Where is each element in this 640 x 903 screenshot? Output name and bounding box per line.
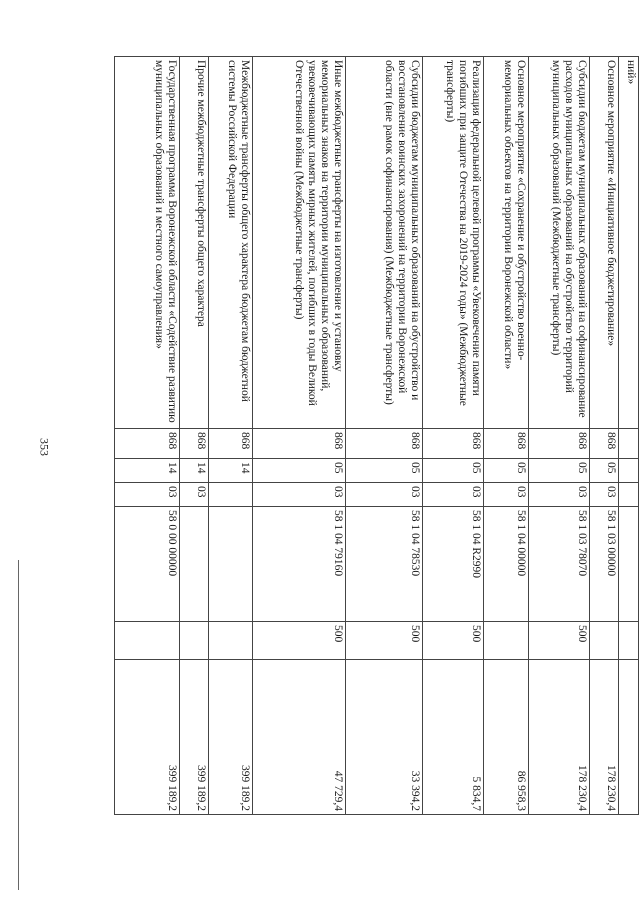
row-target-article bbox=[618, 507, 638, 622]
row-ministry-code: 868 bbox=[253, 429, 345, 459]
row-ministry-code: 868 bbox=[590, 429, 618, 459]
row-expense-type: 500 bbox=[253, 622, 345, 660]
row-expense-type bbox=[208, 622, 253, 660]
row-name: Реализация федеральной целевой программы «Увековечение памяти погибших при защите Отечества на 2019-2024 годы» (Межбюджетные трансферты) bbox=[422, 57, 483, 429]
row-target-article bbox=[180, 507, 208, 622]
row-amount bbox=[618, 660, 638, 815]
row-section-code: 05 bbox=[528, 459, 589, 483]
table-row bbox=[528, 57, 589, 815]
row-section-code: 05 bbox=[345, 459, 422, 483]
table-row bbox=[590, 57, 618, 815]
table-row bbox=[208, 57, 253, 815]
row-name: Прочие межбюджетные трансферты общего характера bbox=[180, 57, 208, 429]
row-ministry-code: 868 bbox=[115, 429, 180, 459]
row-subsection-code bbox=[618, 483, 638, 507]
table-row bbox=[422, 57, 483, 815]
row-amount: 47 729,4 bbox=[253, 660, 345, 815]
row-target-article: 58 0 00 00000 bbox=[115, 507, 180, 622]
row-target-article: 58 1 04 00000 bbox=[484, 507, 529, 622]
row-name: Субсидии бюджетам муниципальных образований на софинансирование расходов муниципальных образований на обустройство территорий муниципальных образований (Межбюджетные трансферты) bbox=[528, 57, 589, 429]
table-row bbox=[253, 57, 345, 815]
row-expense-type bbox=[618, 622, 638, 660]
table-row bbox=[618, 57, 638, 815]
row-ministry-code: 868 bbox=[528, 429, 589, 459]
row-subsection-code: 03 bbox=[253, 483, 345, 507]
row-ministry-code: 868 bbox=[208, 429, 253, 459]
table-row bbox=[180, 57, 208, 815]
row-expense-type: 500 bbox=[345, 622, 422, 660]
row-amount: 178 230,4 bbox=[590, 660, 618, 815]
footer-rule bbox=[18, 560, 19, 890]
row-name: Межбюджетные трансферты общего характера бюджетам бюджетной системы Российской Федерации bbox=[208, 57, 253, 429]
row-target-article bbox=[208, 507, 253, 622]
row-section-code: 05 bbox=[484, 459, 529, 483]
row-name: Субсидии бюджетам муниципальных образований на обустройство и восстановление воинских захоронений на территории Воронежской области (вне рамок софинансирования) (Межбюджетные трансферты) bbox=[345, 57, 422, 429]
row-expense-type bbox=[115, 622, 180, 660]
row-target-article: 58 1 04 R2990 bbox=[422, 507, 483, 622]
row-section-code: 05 bbox=[253, 459, 345, 483]
row-section-code: 05 bbox=[590, 459, 618, 483]
row-ministry-code: 868 bbox=[345, 429, 422, 459]
row-section-code: 14 bbox=[115, 459, 180, 483]
budget-table bbox=[114, 56, 639, 815]
table-row bbox=[484, 57, 529, 815]
row-ministry-code: 868 bbox=[484, 429, 529, 459]
row-name: ний» bbox=[618, 57, 638, 429]
row-target-article: 58 1 03 00000 bbox=[590, 507, 618, 622]
row-subsection-code: 03 bbox=[590, 483, 618, 507]
row-name: Основное мероприятие «Инициативное бюджетирование» bbox=[590, 57, 618, 429]
row-subsection-code: 03 bbox=[180, 483, 208, 507]
row-target-article: 58 1 03 78070 bbox=[528, 507, 589, 622]
row-subsection-code: 03 bbox=[484, 483, 529, 507]
row-amount: 399 189,2 bbox=[115, 660, 180, 815]
row-name: Государственная программа Воронежской области «Содействие развитию муниципальных образований и местного самоуправления» bbox=[115, 57, 180, 429]
row-amount: 86 958,3 bbox=[484, 660, 529, 815]
row-name: Основное мероприятие «Сохранение и обустройство военно-мемориальных объектов на территории Воронежской области» bbox=[484, 57, 529, 429]
row-subsection-code: 03 bbox=[115, 483, 180, 507]
row-target-article: 58 1 04 79160 bbox=[253, 507, 345, 622]
row-amount: 399 189,2 bbox=[180, 660, 208, 815]
row-subsection-code: 03 bbox=[422, 483, 483, 507]
row-ministry-code: 868 bbox=[180, 429, 208, 459]
rotated-table-container bbox=[114, 56, 639, 814]
table-row bbox=[345, 57, 422, 815]
row-expense-type: 500 bbox=[422, 622, 483, 660]
row-subsection-code: 03 bbox=[345, 483, 422, 507]
row-expense-type bbox=[590, 622, 618, 660]
row-amount: 33 394,2 bbox=[345, 660, 422, 815]
row-target-article: 58 1 04 78530 bbox=[345, 507, 422, 622]
row-amount: 5 834,7 bbox=[422, 660, 483, 815]
table-row bbox=[115, 57, 180, 815]
row-subsection-code bbox=[208, 483, 253, 507]
row-subsection-code: 03 bbox=[528, 483, 589, 507]
row-ministry-code: 868 bbox=[422, 429, 483, 459]
row-expense-type bbox=[484, 622, 529, 660]
row-section-code: 14 bbox=[180, 459, 208, 483]
row-section-code bbox=[618, 459, 638, 483]
row-expense-type: 500 bbox=[528, 622, 589, 660]
page-number: 353 bbox=[37, 438, 52, 456]
row-amount: 178 230,4 bbox=[528, 660, 589, 815]
row-expense-type bbox=[180, 622, 208, 660]
row-section-code: 05 bbox=[422, 459, 483, 483]
row-name: Иные межбюджетные трансферты на изготовление и установку мемориальных знаков на территории муниципальных образований, увековечивающих память мирных жителей, погибших в годы Великой Отечественной войны (Межбюджетные трансферты) bbox=[253, 57, 345, 429]
row-amount: 399 189,2 bbox=[208, 660, 253, 815]
row-section-code: 14 bbox=[208, 459, 253, 483]
row-ministry-code bbox=[618, 429, 638, 459]
